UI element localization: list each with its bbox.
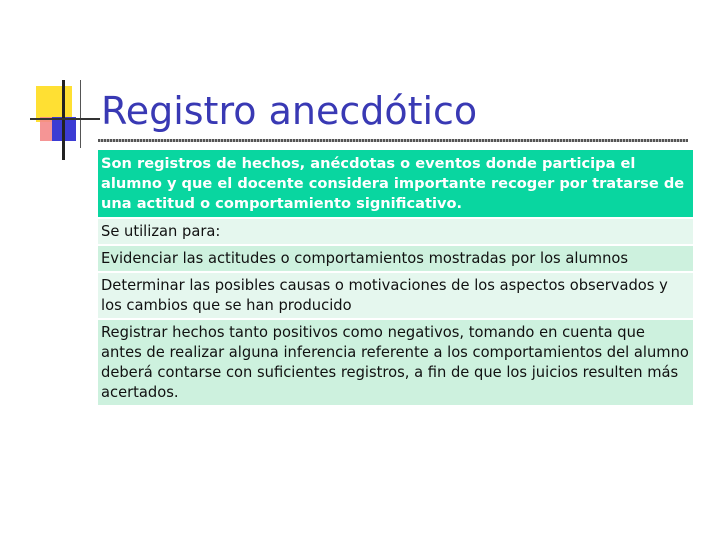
table-row-use-3: Registrar hechos tanto positivos como negativos, tomando en cuenta que antes de realizar alguna inferencia referente a los comportamientos del alumno deberá contarse con suficientes registros, a fin de que los juicios resulten más acertados.	[98, 320, 693, 407]
logo-vertical-line	[62, 80, 65, 160]
table-row-definition: Son registros de hechos, anécdotas o eventos donde participa el alumno y que el docente considera importante recoger por tratarse de una actitud o comportamiento significativo.	[98, 150, 693, 219]
slide-title: Registro anecdótico	[101, 89, 478, 133]
logo-vertical-line-thin	[80, 80, 81, 148]
table-row-uses-heading: Se utilizan para:	[98, 219, 693, 246]
content-table	[98, 150, 693, 407]
logo-horizontal-line	[30, 118, 100, 120]
title-underline	[98, 139, 688, 142]
table-row-use-2: Determinar las posibles causas o motivaciones de los aspectos observados y los cambios que se han producido	[98, 273, 693, 320]
table-row-use-1: Evidenciar las actitudes o comportamientos mostradas por los alumnos	[98, 246, 693, 273]
